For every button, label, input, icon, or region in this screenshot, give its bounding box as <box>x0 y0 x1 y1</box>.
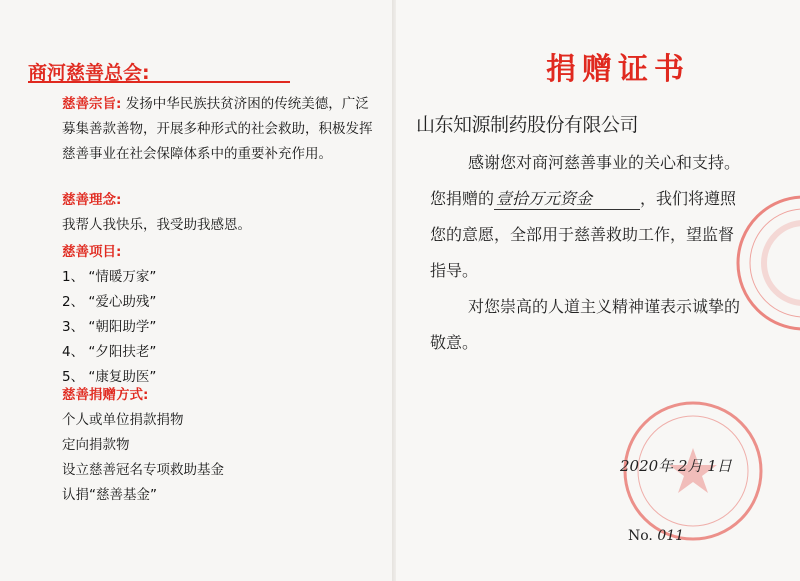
mission-text: 发扬中华民族扶贫济困的传统美德，广泛募集善款善物，开展多种形式的社会救助，积极发挥慈善事业在社会保障体系中的重要补充作用。 <box>62 96 373 162</box>
number-value: 011 <box>657 528 685 544</box>
project-item: 4、 “夕阳扶老” <box>62 344 157 360</box>
project-item: 2、 “爱心助残” <box>62 294 157 310</box>
thanks-text: 感谢您对商河慈善事业的关心和支持。 <box>468 153 741 172</box>
philosophy-section <box>62 188 251 238</box>
method-item: 定向捐款物 <box>62 437 130 453</box>
projects-section <box>62 240 156 390</box>
respect-line-2: 敬意。 <box>430 333 479 352</box>
method-item: 设立慈善冠名专项救助基金 <box>62 462 224 478</box>
certificate-number <box>628 528 684 544</box>
donation-line <box>430 186 736 210</box>
philosophy-text: 我帮人我快乐，我受助我感恩。 <box>62 217 251 233</box>
body-line-3: 指导。 <box>430 261 479 280</box>
seal-stamp-partial <box>728 188 800 338</box>
method-item: 个人或单位捐款捐物 <box>62 412 184 428</box>
project-item: 5、 “康复助医” <box>62 369 157 385</box>
methods-label: 慈善捐赠方式: <box>62 387 149 403</box>
donated-suffix: ，我们将遵照 <box>640 189 737 208</box>
respect-line-1: 对您崇高的人道主义精神谨表示诚挚的 <box>468 297 741 316</box>
projects-label: 慈善项目: <box>62 244 122 260</box>
donor-name: 山东知源制药股份有限公司 <box>416 114 639 136</box>
issue-date: 2020年 2月 1日 <box>620 457 732 475</box>
certificate-title: 捐赠证书 <box>546 52 690 87</box>
project-item: 3、 “朝阳助学” <box>62 319 157 335</box>
org-underline <box>28 81 290 83</box>
donated-prefix: 您捐赠的 <box>430 189 495 208</box>
philosophy-label: 慈善理念: <box>62 192 122 208</box>
number-label: No. <box>628 528 653 544</box>
project-item: 1、 “情暖万家” <box>62 269 157 285</box>
donation-amount: 壹拾万元资金 <box>494 186 640 210</box>
org-name: 商河慈善总会: <box>28 62 150 84</box>
left-page <box>0 0 396 581</box>
mission-section <box>62 92 380 167</box>
methods-section <box>62 383 224 508</box>
method-item: 认捐“慈善基金” <box>62 487 157 503</box>
mission-label: 慈善宗旨: <box>62 96 122 112</box>
body-line-2: 您的意愿，全部用于慈善救助工作，望监督 <box>430 225 735 244</box>
